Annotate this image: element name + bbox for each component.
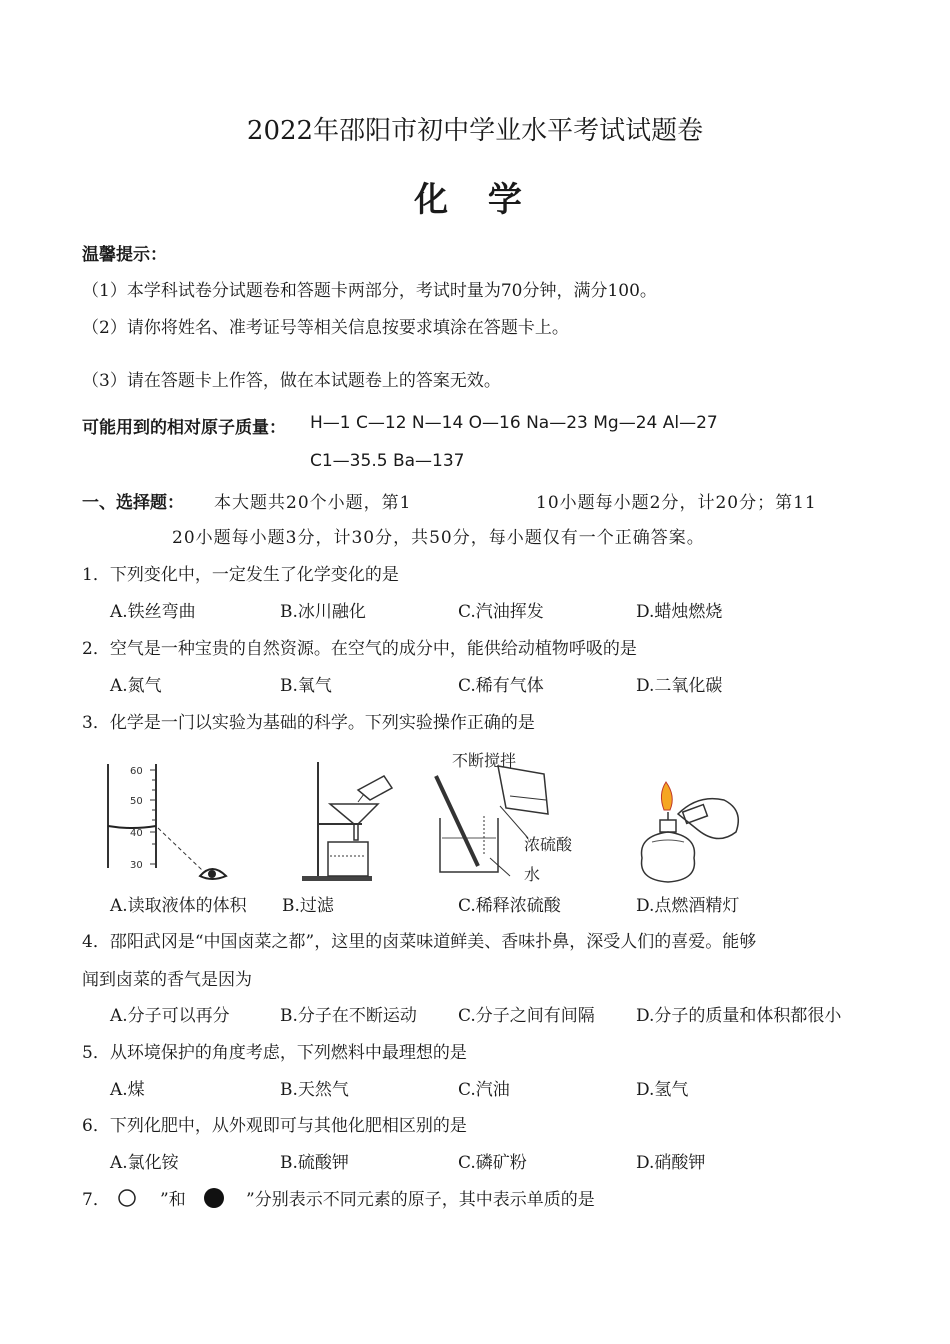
q1-stem: 1．下列变化中，一定发生了化学变化的是 <box>82 565 399 585</box>
q3-option-b: B.过滤 <box>282 896 334 916</box>
cylinder-tick-30: 30 <box>130 860 143 871</box>
figure-filtration <box>300 756 410 884</box>
figure-graduated-cylinder <box>100 758 240 878</box>
q5-option-b: B.天然气 <box>280 1080 349 1100</box>
q5-option-c: C.汽油 <box>458 1080 510 1100</box>
section-desc-1b: 10小题每小题2分，计20分；第11 <box>536 493 817 513</box>
q4-option-a: A.分子可以再分 <box>110 1006 230 1026</box>
q7-stem-rest: ”分别表示不同元素的原子，其中表示单质的是 <box>246 1190 595 1210</box>
q1-option-d: D.蜡烛燃烧 <box>636 602 723 622</box>
q6-option-b: B.硫酸钾 <box>280 1153 349 1173</box>
atomic-mass-label: 可能用到的相对原子质量： <box>82 418 286 438</box>
q3-stem: 3．化学是一门以实验为基础的科学。下列实验操作正确的是 <box>82 713 535 733</box>
q2-option-d: D.二氧化碳 <box>636 676 723 696</box>
dilution-label-water: 水 <box>524 865 541 884</box>
q4-stem-line1: 4．邵阳武冈是“中国卤菜之都”，这里的卤菜味道鲜美、香味扑鼻，深受人们的喜爱。能够 <box>82 932 757 952</box>
q2-option-c: C.稀有气体 <box>458 676 544 696</box>
q1-option-c: C.汽油挥发 <box>458 602 544 622</box>
flame-icon <box>661 782 672 810</box>
q3-option-c: C.稀释浓硫酸 <box>458 896 561 916</box>
atomic-mass-line2: C1—35.5 Ba—137 <box>310 451 465 471</box>
q6-option-a: A.氯化铵 <box>110 1153 179 1173</box>
q5-option-a: A.煤 <box>110 1080 145 1100</box>
q3-option-d: D.点燃酒精灯 <box>636 896 740 916</box>
q4-option-d: D.分子的质量和体积都很小 <box>636 1006 842 1026</box>
section-desc-2: 20小题每小题3分，计30分，共50分，每小题仅有一个正确答案。 <box>172 528 705 548</box>
cylinder-tick-40: 40 <box>130 828 143 839</box>
q4-stem-line2: 闻到卤菜的香气是因为 <box>82 970 252 990</box>
dilution-label-stir: 不断搅拌 <box>452 751 517 770</box>
cylinder-tick-60: 60 <box>130 766 143 777</box>
q6-stem: 6．下列化肥中，从外观即可与其他化肥相区别的是 <box>82 1116 467 1136</box>
q6-option-c: C.磷矿粉 <box>458 1153 527 1173</box>
q1-option-b: B.冰川融化 <box>280 602 366 622</box>
tip-3: （3）请在答题卡上作答，做在本试题卷上的答案无效。 <box>82 371 501 391</box>
atomic-mass-line1: H—1 C—12 N—14 O—16 Na—23 Mg—24 Al—27 <box>310 413 718 433</box>
q2-stem: 2．空气是一种宝贵的自然资源。在空气的成分中，能供给动植物呼吸的是 <box>82 639 637 659</box>
q2-option-a: A.氮气 <box>110 676 162 696</box>
q1-option-a: A.铁丝弯曲 <box>110 602 196 622</box>
solid-atom-icon <box>202 1187 226 1209</box>
q7-number: 7． <box>82 1190 110 1210</box>
subject-title: 化 学 <box>414 180 536 220</box>
q7-stem-mid: ”和 <box>160 1190 186 1210</box>
q5-stem: 5．从环境保护的角度考虑，下列燃料中最理想的是 <box>82 1043 467 1063</box>
q4-option-b: B.分子在不断运动 <box>280 1006 417 1026</box>
figure-dilution <box>432 746 592 886</box>
dilution-label-acid: 浓硫酸 <box>524 835 573 854</box>
tip-1: （1）本学科试卷分试题卷和答题卡两部分，考试时量为70分钟，满分100。 <box>82 281 657 301</box>
q5-option-d: D.氢气 <box>636 1080 689 1100</box>
q3-option-a: A.读取液体的体积 <box>110 896 247 916</box>
cylinder-tick-50: 50 <box>130 796 143 807</box>
hollow-atom-icon <box>116 1187 138 1209</box>
tips-heading: 温馨提示： <box>82 245 167 265</box>
section-heading: 一、选择题： <box>82 493 184 513</box>
section-desc-1a: 本大题共20个小题，第1 <box>214 493 412 513</box>
eye-icon <box>200 869 226 879</box>
figure-alcohol-lamp <box>628 780 758 890</box>
q6-option-d: D.硝酸钾 <box>636 1153 706 1173</box>
q4-option-c: C.分子之间有间隔 <box>458 1006 595 1026</box>
q2-option-b: B.氧气 <box>280 676 332 696</box>
tip-2: （2）请你将姓名、准考证号等相关信息按要求填涂在答题卡上。 <box>82 318 569 338</box>
exam-title: 2022年邵阳市初中学业水平考试试题卷 <box>246 116 704 146</box>
